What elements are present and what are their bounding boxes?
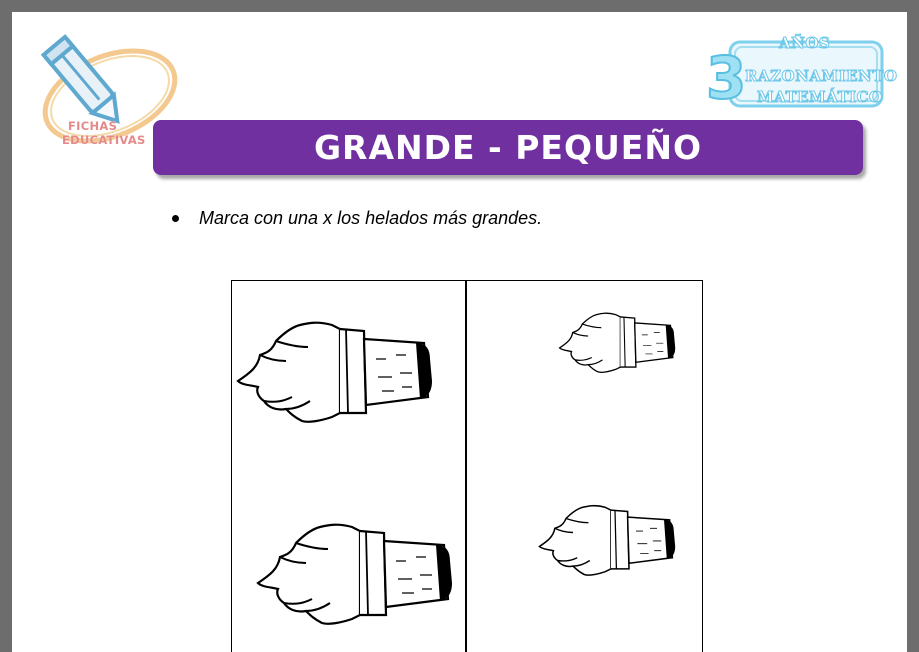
logo-left-line2: EDUCATIVAS bbox=[62, 133, 146, 147]
instruction bbox=[172, 208, 542, 229]
page-title: GRANDE - PEQUEÑO bbox=[313, 128, 703, 167]
logo-right-line2: MATEMÁTICO bbox=[757, 88, 883, 106]
exercise-box bbox=[231, 280, 703, 652]
logo-number: 3 bbox=[706, 44, 747, 112]
ice-cream-large-top[interactable] bbox=[236, 319, 436, 423]
bullet-icon bbox=[172, 215, 179, 222]
column-divider bbox=[465, 281, 467, 652]
logo-right-line1: RAZONAMIENTO bbox=[745, 67, 898, 85]
worksheet-page bbox=[12, 12, 907, 652]
logo-left-line1: FICHAS bbox=[68, 119, 118, 133]
ice-cream-small-bottom[interactable] bbox=[538, 503, 678, 576]
logo-anos: AÑOS bbox=[779, 34, 831, 52]
title-banner bbox=[153, 120, 863, 175]
instruction-text: Marca con una x los helados más grandes. bbox=[199, 208, 543, 228]
logo-razonamiento-matematico bbox=[702, 30, 898, 130]
ice-cream-large-bottom[interactable] bbox=[256, 521, 456, 625]
ice-cream-small-top[interactable] bbox=[558, 311, 678, 373]
